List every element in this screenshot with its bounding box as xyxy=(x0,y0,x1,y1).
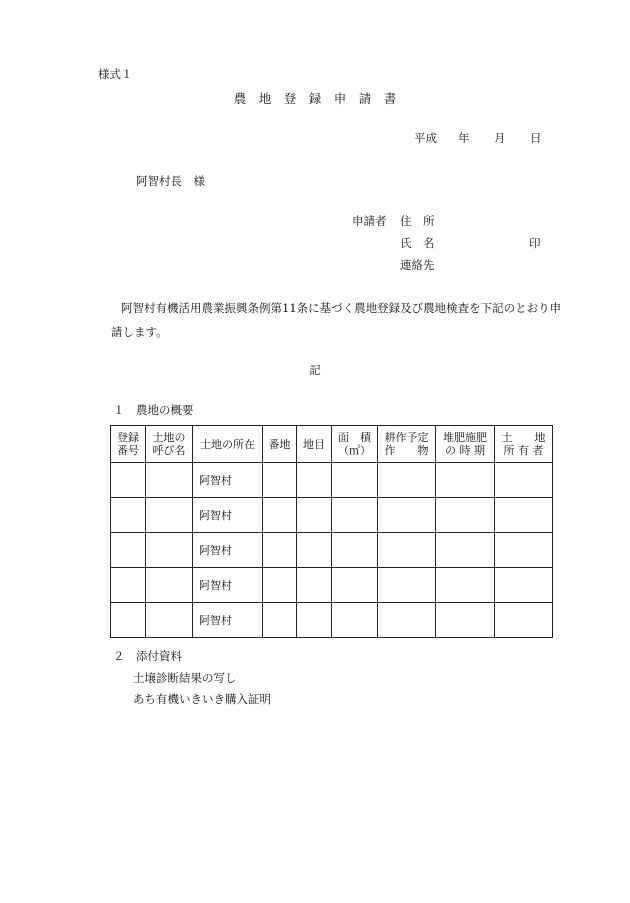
date-day-label: 日 xyxy=(530,131,542,145)
landowner-cell[interactable] xyxy=(495,603,553,638)
table-row xyxy=(111,568,553,603)
planned-crop-cell[interactable] xyxy=(378,533,436,568)
landowner-cell[interactable] xyxy=(495,498,553,533)
land-name-cell[interactable] xyxy=(146,463,193,498)
planned-crop-cell[interactable] xyxy=(378,498,436,533)
table-row xyxy=(111,498,553,533)
planned-crop-cell[interactable] xyxy=(378,463,436,498)
land-name-cell[interactable] xyxy=(146,603,193,638)
table-row xyxy=(111,533,553,568)
location-cell: 阿智村 xyxy=(193,533,263,568)
addressee: 阿智村長 様 xyxy=(136,174,205,188)
compost-timing-cell[interactable] xyxy=(436,498,495,533)
section-1-heading: １ 農地の概要 xyxy=(113,403,194,417)
document-title: 農 地 登 録 申 請 書 xyxy=(233,91,397,106)
name-label: 氏 名 xyxy=(400,236,435,250)
date-line xyxy=(414,130,542,146)
compost-timing-cell[interactable] xyxy=(436,533,495,568)
lot-number-cell[interactable] xyxy=(263,463,297,498)
lot-number-cell[interactable] xyxy=(263,533,297,568)
attachment-item: あち有機いきいき購入証明 xyxy=(133,692,271,706)
farmland-table xyxy=(110,425,553,638)
area-cell[interactable] xyxy=(332,568,378,603)
lot-number-cell[interactable] xyxy=(263,568,297,603)
col-compost-timing: 堆肥施肥 の 時 期 xyxy=(436,426,495,463)
statement-line-2: 請します。 xyxy=(111,325,168,339)
area-cell[interactable] xyxy=(332,533,378,568)
landowner-cell[interactable] xyxy=(495,533,553,568)
location-cell: 阿智村 xyxy=(193,463,263,498)
land-category-cell[interactable] xyxy=(297,603,332,638)
table-row xyxy=(111,603,553,638)
statement-line-1: 阿智村有機活用農業振興条例第11条に基づく農地登録及び農地検査を下記のとおり申 xyxy=(121,301,562,315)
date-month-label: 月 xyxy=(494,131,506,145)
col-landowner: 土 地 所 有 者 xyxy=(495,426,553,463)
land-name-cell[interactable] xyxy=(146,498,193,533)
col-location: 土地の所在 xyxy=(193,426,263,463)
registration-number-cell[interactable] xyxy=(111,603,146,638)
land-category-cell[interactable] xyxy=(297,568,332,603)
location-cell: 阿智村 xyxy=(193,603,263,638)
registration-number-cell[interactable] xyxy=(111,463,146,498)
lot-number-cell[interactable] xyxy=(263,603,297,638)
land-category-cell[interactable] xyxy=(297,498,332,533)
lot-number-cell[interactable] xyxy=(263,498,297,533)
registration-number-cell[interactable] xyxy=(111,533,146,568)
address-label: 住 所 xyxy=(400,214,435,228)
col-lot-number: 番地 xyxy=(263,426,297,463)
table-header-row xyxy=(111,426,553,463)
compost-timing-cell[interactable] xyxy=(436,463,495,498)
col-area: 面 積 （㎡） xyxy=(332,426,378,463)
area-cell[interactable] xyxy=(332,498,378,533)
section-2-heading: ２ 添付資料 xyxy=(113,649,182,663)
request-statement xyxy=(111,296,571,344)
compost-timing-cell[interactable] xyxy=(436,568,495,603)
contact-label: 連絡先 xyxy=(400,258,435,272)
landowner-cell[interactable] xyxy=(495,568,553,603)
attachment-item: 土壌診断結果の写し xyxy=(133,671,237,685)
land-category-cell[interactable] xyxy=(297,533,332,568)
planned-crop-cell[interactable] xyxy=(378,603,436,638)
col-planned-crop: 耕作予定 作 物 xyxy=(378,426,436,463)
planned-crop-cell[interactable] xyxy=(378,568,436,603)
form-number: 様式１ xyxy=(98,67,133,81)
registration-number-cell[interactable] xyxy=(111,568,146,603)
col-land-name: 土地の 呼び名 xyxy=(146,426,193,463)
land-name-cell[interactable] xyxy=(146,568,193,603)
land-category-cell[interactable] xyxy=(297,463,332,498)
compost-timing-cell[interactable] xyxy=(436,603,495,638)
applicant-label: 申請者 xyxy=(352,214,387,228)
table-row xyxy=(111,463,553,498)
area-cell[interactable] xyxy=(332,463,378,498)
ki-mark: 記 xyxy=(309,363,321,377)
col-registration-number: 登録 番号 xyxy=(111,426,146,463)
area-cell[interactable] xyxy=(332,603,378,638)
land-name-cell[interactable] xyxy=(146,533,193,568)
date-era: 平成 xyxy=(414,131,437,145)
location-cell: 阿智村 xyxy=(193,568,263,603)
col-land-category: 地目 xyxy=(297,426,332,463)
location-cell: 阿智村 xyxy=(193,498,263,533)
seal-mark: 印 xyxy=(529,236,541,250)
date-year-label: 年 xyxy=(458,131,470,145)
registration-number-cell[interactable] xyxy=(111,498,146,533)
landowner-cell[interactable] xyxy=(495,463,553,498)
